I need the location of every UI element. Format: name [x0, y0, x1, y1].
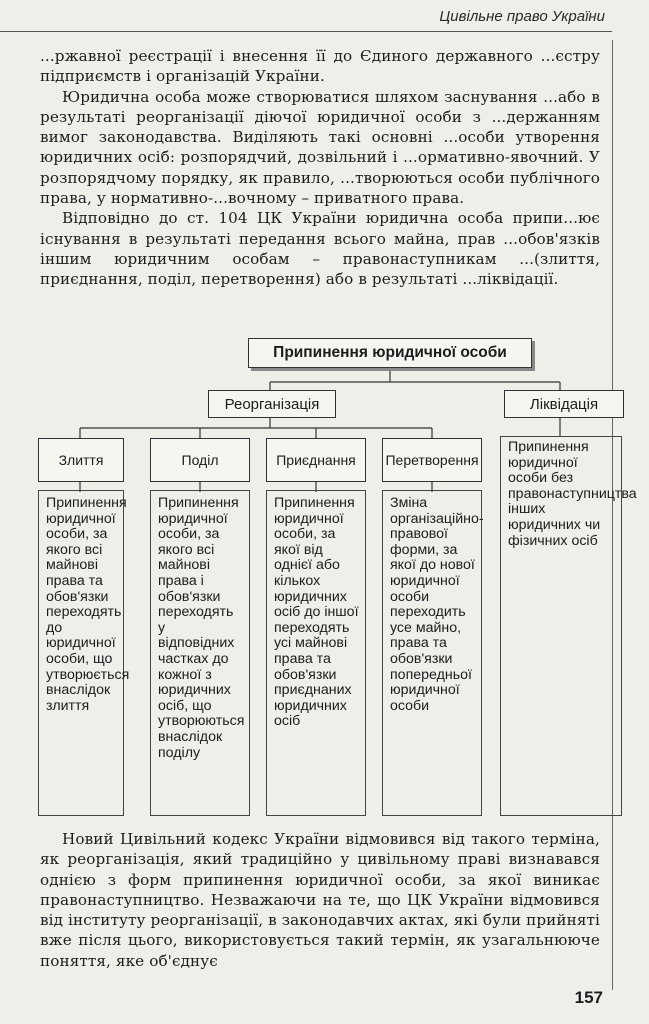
accession-description: Припинення юридичної особи, за якої від однієї або кількох юридичних осіб до іншої переходять усі майнові права та обов'язки приєднаних юридичних осіб	[274, 495, 359, 730]
paragraph-1: ...ржавної реєстрації і внесення її до Єдиного державного ...єстру підприємств і організацій України.	[40, 47, 600, 86]
paragraph-2: Юридична особа може створюватися шляхом заснування ...або в результаті реорганізації діючої юридичної особи з ...держанням вимог законодавства. Виділяють такі основні ...особи утворення юридичних осіб: розпорядчий, дозвільний і ...ормативно-явочний. У розпорядчому порядку, як правило, ...творюються особи публічного права, у нормативно-...вочному – приватного права.	[40, 87, 600, 208]
paragraph-4: Новий Цивільний кодекс України відмовився від такого терміна, як реорганізація, який традиційно у цивільному праві визнавався однією з форм припинення юридичної особи, за якої виникає правонаступництво. Незважаючи на те, що ЦК України відмовився від інституту реорганізації, в законодавчих актах, які були прийняті вже після цього, використовується такий термін, як узагальнююче поняття, яке об'єднує	[40, 830, 600, 970]
division-box: Поділ	[150, 438, 250, 482]
accession-box: Приєднання	[266, 438, 366, 482]
diagram-title: Припинення юридичної особи	[248, 338, 532, 368]
transformation-box: Перетворення	[382, 438, 482, 482]
merger-box: Злиття	[38, 438, 124, 482]
bottom-text	[40, 829, 600, 971]
transformation-description: Зміна організаційно-правової форми, за якої до нової юридичної особи переходить усе майно, права та обов'язки попередньої юридичної особи	[390, 495, 484, 714]
division-description: Припинення юридичної особи, за якого всі майнові права і обов'язки переходять у відповідних частках до кожної з юридичних осіб, що утворюються внаслідок поділу	[158, 495, 245, 761]
merger-description: Припинення юридичної особи, за якого всі майнові права та обов'язки переходять до юридичної особи, що утворюється внаслідок злиття	[46, 495, 130, 714]
liquidation-description: Припинення юридичної особи без правонаступництва інших юридичних чи фізичних осіб	[508, 439, 637, 549]
paragraph-3: Відповідно до ст. 104 ЦК України юридична особа припи...ює існування в результаті передання всього майна, прав ...обов'язків іншим юридичним особам – правонаступникам ...(злиття, приєднання, поділ, перетворення) або в результаті ...ліквідації.	[40, 209, 600, 289]
running-header: Цивільне право України	[439, 8, 605, 25]
liquidation-box: Ліквідація	[504, 390, 624, 418]
page-number: 157	[574, 988, 603, 1007]
reorganization-box: Реорганізація	[208, 390, 336, 418]
